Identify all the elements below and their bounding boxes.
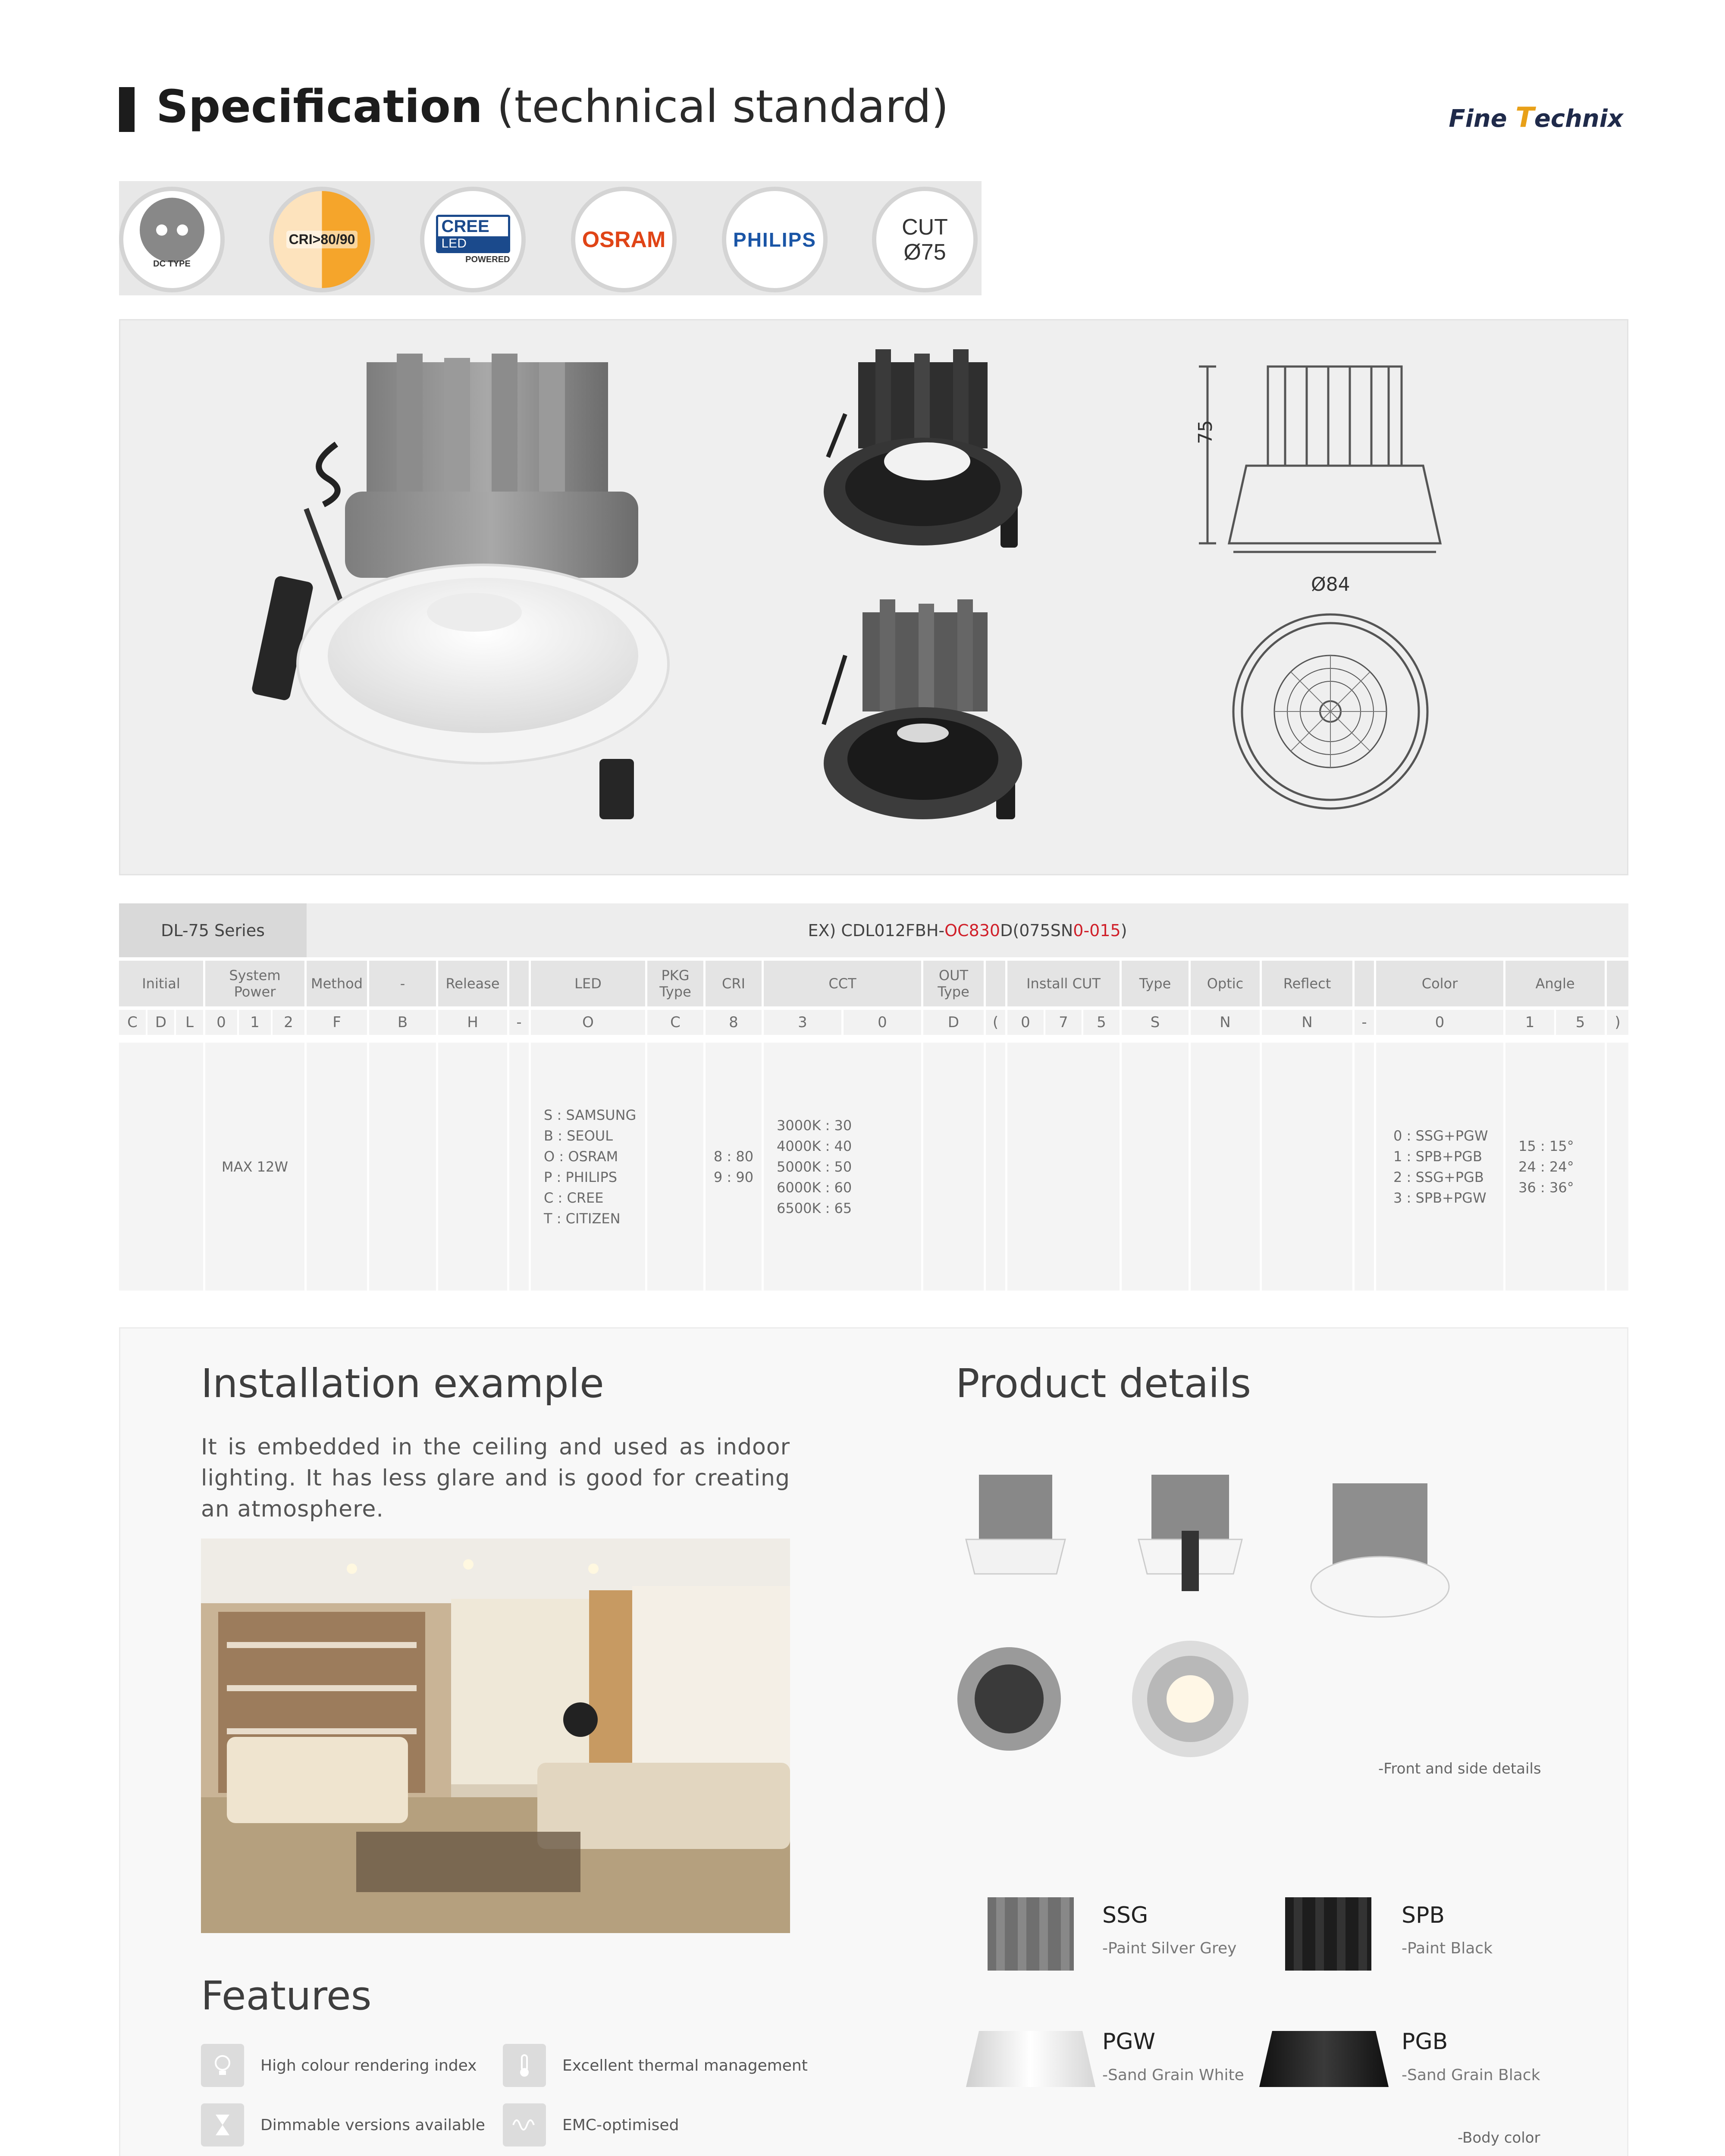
header-system-power: System Power xyxy=(205,961,304,1006)
header-pkg-type: PKG Type xyxy=(647,961,703,1006)
code-cell: C xyxy=(647,1010,703,1035)
example-middle: D(075SN xyxy=(1000,921,1073,940)
desc-blank-4 xyxy=(1607,1043,1628,1291)
header-blank-3 xyxy=(1355,961,1374,1006)
pgb-name: -Sand Grain Black xyxy=(1402,2066,1540,2084)
code-cell: F xyxy=(307,1010,367,1035)
product-details-title: Product details xyxy=(956,1360,1251,1407)
desc-color xyxy=(1376,1043,1503,1291)
desc-cri-text: 8 : 80 9 : 90 xyxy=(713,1148,754,1185)
example-red-part2: 0-015 xyxy=(1073,921,1121,940)
code-cell: H xyxy=(438,1010,507,1035)
title-accent-bar xyxy=(119,87,135,132)
brand-part1: Fine xyxy=(1449,105,1516,133)
dc-connector-icon xyxy=(140,197,204,262)
header-blank-4 xyxy=(1607,961,1628,1006)
desc-out-type xyxy=(923,1043,984,1291)
ssg-code: SSG xyxy=(1102,1902,1148,1928)
feature-dimmable-label: Dimmable versions available xyxy=(260,2116,485,2134)
cri-label: CRI>80/90 xyxy=(286,231,358,248)
osram-badge xyxy=(571,187,677,292)
desc-cri xyxy=(706,1043,762,1291)
spb-swatch xyxy=(1281,1897,1376,1971)
installation-title: Installation example xyxy=(201,1360,604,1407)
desc-system-power xyxy=(205,1043,304,1291)
technical-drawing xyxy=(1182,354,1475,858)
dc-type-label: DC TYPE xyxy=(153,259,191,269)
desc-blank-1 xyxy=(509,1043,529,1291)
pgw-swatch xyxy=(962,2027,1100,2091)
example-prefix: EX) CDL012FBH- xyxy=(808,921,945,940)
ssg-swatch xyxy=(983,1897,1078,1971)
downlight-white-image xyxy=(242,336,724,849)
header-type: Type xyxy=(1122,961,1189,1006)
desc-led xyxy=(531,1043,645,1291)
desc-pkg-type xyxy=(647,1043,703,1291)
code-cell: D xyxy=(923,1010,984,1035)
desc-type xyxy=(1122,1043,1189,1291)
spb-name: -Paint Black xyxy=(1402,1940,1493,1957)
desc-initial xyxy=(119,1043,203,1291)
front-side-caption: -Front and side details xyxy=(1378,1760,1541,1777)
pgb-code: PGB xyxy=(1402,2029,1448,2055)
series-cell: DL-75 Series xyxy=(119,903,307,957)
living-room-photo xyxy=(201,1539,790,1933)
pgw-name: -Sand Grain White xyxy=(1102,2066,1244,2084)
diameter-dimension-label: Ø84 xyxy=(1311,573,1350,595)
code-cell: 7 xyxy=(1045,1010,1082,1035)
header-install-cut: Install CUT xyxy=(1007,961,1120,1006)
installation-text: It is embedded in the ceiling and used as indoor lighting. It has less glare and is good for creating an atmosphere. xyxy=(201,1434,790,1522)
header-blank-1 xyxy=(509,961,529,1006)
header-optic: Optic xyxy=(1191,961,1260,1006)
desc-optic xyxy=(1191,1043,1260,1291)
desc-power-text: MAX 12W xyxy=(222,1158,288,1175)
code-cell: L xyxy=(176,1010,203,1035)
code-cell: - xyxy=(1355,1010,1374,1035)
desc-reflect xyxy=(1262,1043,1352,1291)
example-red-part1: OC830 xyxy=(944,921,1000,940)
example-suffix: ) xyxy=(1120,921,1127,940)
header-blank-2 xyxy=(986,961,1005,1006)
spb-code: SPB xyxy=(1402,1902,1445,1928)
code-cell: 8 xyxy=(706,1010,762,1035)
header-cct: CCT xyxy=(764,961,921,1006)
spec-header-row xyxy=(119,961,1628,1006)
code-cell: ( xyxy=(986,1010,1005,1035)
desc-release xyxy=(438,1043,507,1291)
feature-cri-label: High colour rendering index xyxy=(260,2057,477,2075)
cut-line2: Ø75 xyxy=(903,239,946,265)
lightbulb-icon xyxy=(201,2044,244,2087)
desc-color-text: 0 : SSG+PGW 1 : SPB+PGB 2 : SSG+PGB 3 : SPB+PGW xyxy=(1393,1127,1488,1206)
cree-led-badge xyxy=(420,187,526,292)
header-angle: Angle xyxy=(1505,961,1605,1006)
code-cell: 1 xyxy=(1505,1010,1554,1035)
desc-led-text: S : SAMSUNG B : SEOUL O : OSRAM P : PHILIPS C : CREE T : CITIZEN xyxy=(544,1106,637,1227)
cree-top-text: CREE xyxy=(438,217,508,236)
header-cri: CRI xyxy=(706,961,762,1006)
example-code-cell xyxy=(307,903,1628,957)
header-reflect: Reflect xyxy=(1262,961,1352,1006)
title-subtitle: (technical standard) xyxy=(482,80,949,133)
body-color-caption: -Body color xyxy=(1458,2129,1540,2147)
cut-size-badge xyxy=(872,187,978,292)
cut-line1: CUT xyxy=(902,214,948,240)
code-cell: 0 xyxy=(1007,1010,1044,1035)
code-cell: - xyxy=(509,1010,529,1035)
code-cell: D xyxy=(147,1010,174,1035)
brand-logo xyxy=(1449,102,1623,134)
code-cell: 0 xyxy=(205,1010,237,1035)
desc-blank-3 xyxy=(1355,1043,1374,1291)
brand-part2: echnix xyxy=(1534,105,1623,133)
title-bold: Specification xyxy=(156,80,483,133)
code-cell: O xyxy=(531,1010,645,1035)
code-cell: B xyxy=(369,1010,436,1035)
code-cell: 0 xyxy=(1376,1010,1503,1035)
wave-icon xyxy=(503,2103,546,2147)
ssg-name: -Paint Silver Grey xyxy=(1102,1940,1237,1957)
code-cell: N xyxy=(1191,1010,1260,1035)
code-cell: 1 xyxy=(239,1010,271,1035)
desc-dash xyxy=(369,1043,436,1291)
spec-code-row xyxy=(119,1010,1628,1035)
code-cell: N xyxy=(1262,1010,1352,1035)
header-release: Release xyxy=(438,961,507,1006)
cree-bottom-text: LED xyxy=(438,236,508,251)
header-initial: Initial xyxy=(119,961,203,1006)
cut-size-text xyxy=(902,215,948,265)
brand-accent: T xyxy=(1515,102,1534,134)
philips-logo: PHILIPS xyxy=(733,228,816,251)
desc-blank-2 xyxy=(986,1043,1005,1291)
philips-badge xyxy=(722,187,828,292)
cri-badge xyxy=(269,187,375,292)
features-title: Features xyxy=(201,1973,372,2019)
code-cell: 3 xyxy=(764,1010,841,1035)
code-cell: ) xyxy=(1607,1010,1628,1035)
badge-strip xyxy=(119,181,982,295)
header-dash: - xyxy=(369,961,436,1006)
downlight-black-image-1 xyxy=(811,345,1035,578)
dc-type-badge xyxy=(119,187,225,292)
dimmer-icon xyxy=(201,2103,244,2147)
cree-led-logo xyxy=(436,215,510,265)
desc-angle-text: 15 : 15° 24 : 24° 36 : 36° xyxy=(1518,1138,1574,1196)
spec-description-row xyxy=(119,1043,1628,1291)
desc-angle xyxy=(1505,1043,1605,1291)
code-cell: 5 xyxy=(1556,1010,1605,1035)
downlight-black-image-2 xyxy=(811,595,1035,837)
code-cell: 2 xyxy=(273,1010,304,1035)
page-title xyxy=(156,80,949,133)
height-dimension-label: 75 xyxy=(1195,420,1217,444)
desc-cct-text: 3000K : 30 4000K : 40 5000K : 50 6000K : 60 6500K : 65 xyxy=(777,1117,852,1216)
product-detail-views xyxy=(953,1466,1496,1768)
feature-emc-label: EMC-optimised xyxy=(562,2116,679,2134)
code-cell: S xyxy=(1122,1010,1189,1035)
desc-install-cut xyxy=(1007,1043,1120,1291)
feature-thermal-label: Excellent thermal management xyxy=(562,2057,808,2075)
code-cell: 5 xyxy=(1083,1010,1120,1035)
header-out-type: OUT Type xyxy=(923,961,984,1006)
desc-method xyxy=(307,1043,367,1291)
code-cell: 0 xyxy=(844,1010,921,1035)
header-led: LED xyxy=(531,961,645,1006)
header-method: Method xyxy=(307,961,367,1006)
pgw-code: PGW xyxy=(1102,2029,1156,2055)
thermometer-icon xyxy=(503,2044,546,2087)
code-cell: C xyxy=(119,1010,146,1035)
header-color: Color xyxy=(1376,961,1503,1006)
desc-cct xyxy=(764,1043,921,1291)
osram-logo: OSRAM xyxy=(582,227,666,252)
cree-powered-text: POWERED xyxy=(465,254,510,264)
pgb-swatch xyxy=(1255,2027,1393,2091)
